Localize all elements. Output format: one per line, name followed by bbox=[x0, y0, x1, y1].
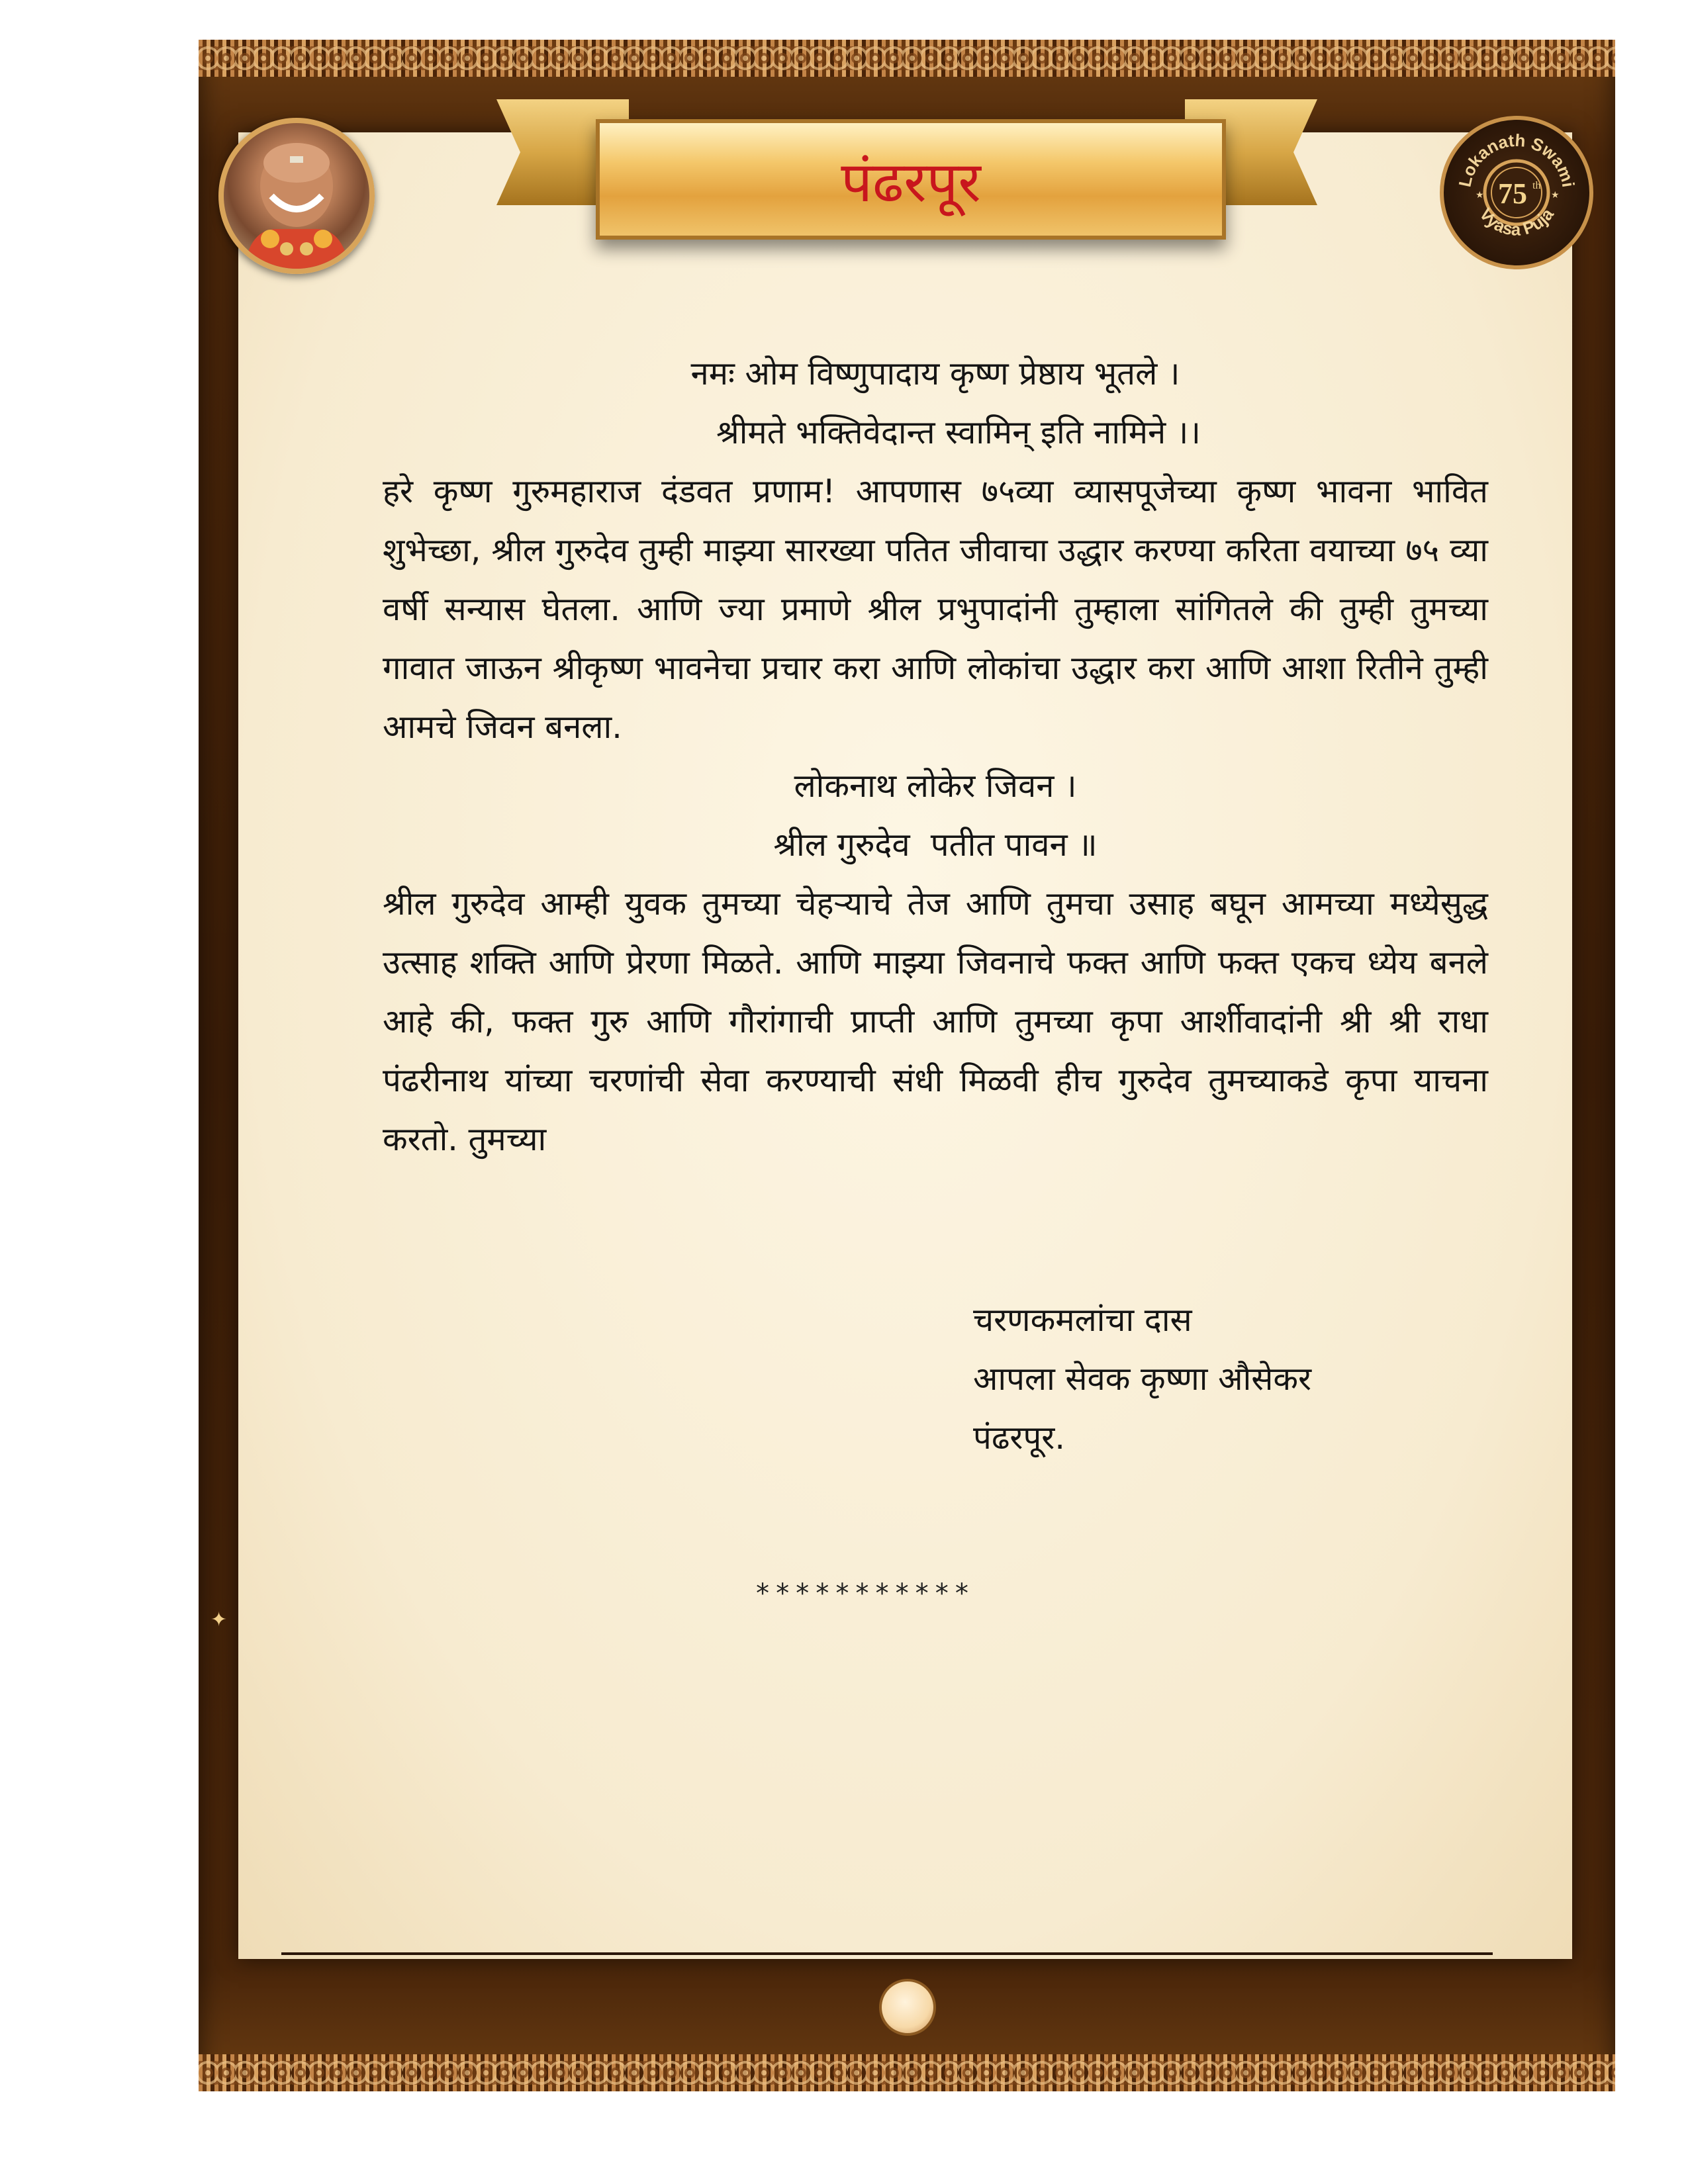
badge-emblem-icon bbox=[1444, 120, 1589, 265]
sparkle-icon: ✦ bbox=[211, 1608, 228, 1631]
title-ribbon bbox=[596, 119, 1226, 240]
guru-portrait-icon bbox=[218, 118, 375, 274]
signature-line: आपला सेवक कृष्णा औसेकर bbox=[973, 1360, 1312, 1398]
badge-suffix: th bbox=[1532, 180, 1541, 191]
separator-stars: *********** bbox=[755, 1578, 974, 1609]
letter-body bbox=[383, 344, 1488, 1169]
letter-paragraph-2: श्रील गुरुदेव आम्ही युवक तुमच्या चेहऱ्याचे तेज आणि तुमचा उसाह बघून आमच्या मध्येसुद्ध उत्साह शक्ति आणि प्रेरणा मिळते. आणि माझ्या जिवनाचे फक्त आणि फक्त एकच ध्येय बनले आहे की, फक्त गुरु आणि गौरांगाची प्राप्ती आणि तुमच्या कृपा आर्शीवादांनी श्री श्री राधा पंढरीनाथ यांच्या चरणांची सेवा करण्याची संधी मिळवी हीच गुरुदेव तुमच्याकडे कृपा याचना करतो. तुमच्या bbox=[383, 885, 1488, 1158]
frame-border-top bbox=[199, 40, 1615, 77]
page-title: पंढरपूर bbox=[841, 149, 981, 214]
letter-paragraph-1: हरे कृष्ण गुरुमहाराज दंडवत प्रणाम! आपणास ७५व्या व्यासपूजेच्या कृष्ण भावना भावित शुभेच्छा, श्रील गुरुदेव तुम्ही माझ्या सारख्या पतित जीवाचा उद्धार करण्या करिता वयाच्या ७५ व्या वर्षी सन्यास घेतला. आणि ज्या प्रमाणे श्रील प्रभुपादांनी तुम्हाला सांगितले की तुम्ही तुमच्या गावात जाऊन श्रीकृष्ण भावनेचा प्रचार करा आणि लोकांचा उद्धार करा आणि आशा रितीने तुम्ही आमचे जिवन बनला. bbox=[383, 473, 1488, 746]
frame-knob bbox=[879, 1979, 936, 2036]
portrait-illustration bbox=[224, 123, 369, 269]
verse-line: लोकनाथ लोकेर जिवन । bbox=[794, 767, 1077, 805]
verse-line: श्रील गुरुदेव पतीत पावन ॥ bbox=[773, 826, 1098, 864]
frame-border-bottom bbox=[199, 2054, 1615, 2091]
badge-top-text: Lokanath Swami bbox=[1454, 130, 1579, 189]
star-icon: ★ bbox=[1551, 190, 1560, 201]
signature-line: चरणकमलांचा दास bbox=[973, 1301, 1192, 1339]
vyasa-puja-75-badge bbox=[1440, 116, 1593, 269]
verse-line: श्रीमते भक्तिवेदान्त स्वामिन् इति नामिने ।। bbox=[716, 414, 1201, 451]
signature-line: पंढरपूर. bbox=[973, 1419, 1065, 1457]
star-icon: ★ bbox=[1476, 190, 1484, 201]
badge-bottom-text: Vyasa Puja bbox=[1476, 204, 1558, 240]
verse-line: नमः ओम विष्णुपादाय कृष्ण प्रेष्ठाय भूतले । bbox=[690, 355, 1180, 392]
badge-number: 75 bbox=[1498, 177, 1527, 210]
signature-block bbox=[973, 1291, 1311, 1467]
footer-divider bbox=[281, 1952, 1493, 1955]
